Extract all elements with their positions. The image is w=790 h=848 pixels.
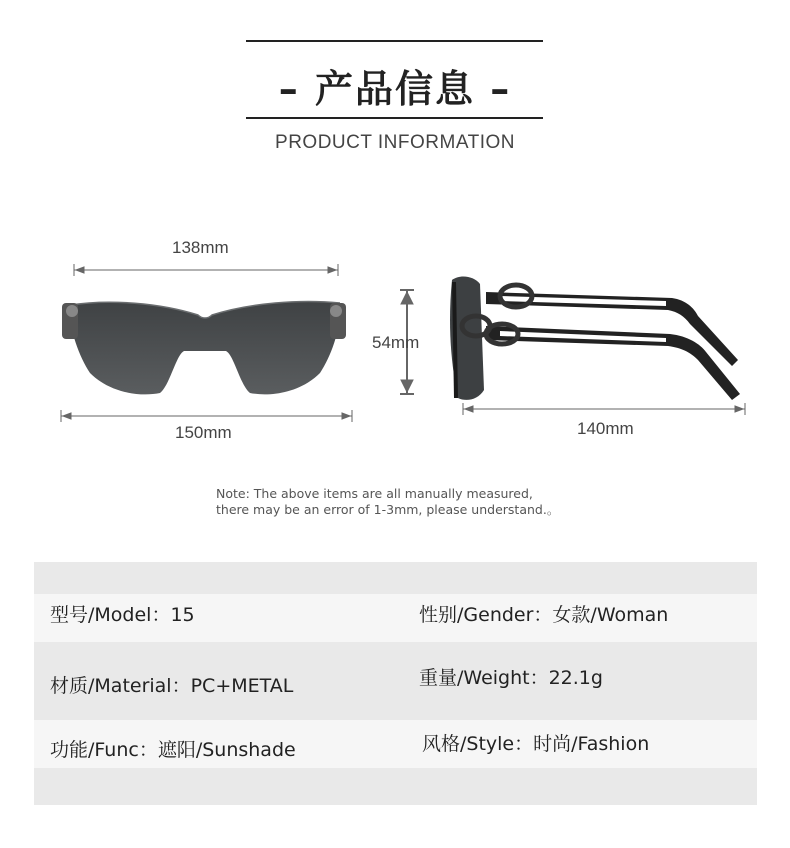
bottom-width-label: 150mm <box>175 423 232 442</box>
measurement-note <box>216 486 559 518</box>
top-width-label: 138mm <box>172 238 229 257</box>
temple-length-label: 140mm <box>577 419 634 438</box>
height-label: 54mm <box>372 333 420 352</box>
glasses-side-image <box>440 270 750 410</box>
spec-band-top <box>34 562 757 594</box>
spec-material: 材质/Material：PC+METAL <box>50 675 294 697</box>
note-line-2: there may be an error of 1-3mm, please understand.。 <box>216 502 560 517</box>
section-subtitle: PRODUCT INFORMATION <box>275 132 515 153</box>
note-line-1: Note: The above items are all manually measured, <box>216 486 533 501</box>
spec-model: 型号/Model：15 <box>50 604 195 626</box>
spec-gender: 性别/Gender：女款/Woman <box>419 604 669 626</box>
spec-band-bottom <box>34 768 757 805</box>
glasses-front-image <box>50 285 360 405</box>
section-title: – 产品信息 – <box>278 67 512 111</box>
spec-style: 风格/Style：时尚/Fashion <box>422 733 650 755</box>
spec-weight: 重量/Weight：22.1g <box>419 667 603 689</box>
spec-func: 功能/Func：遮阳/Sunshade <box>50 739 296 761</box>
